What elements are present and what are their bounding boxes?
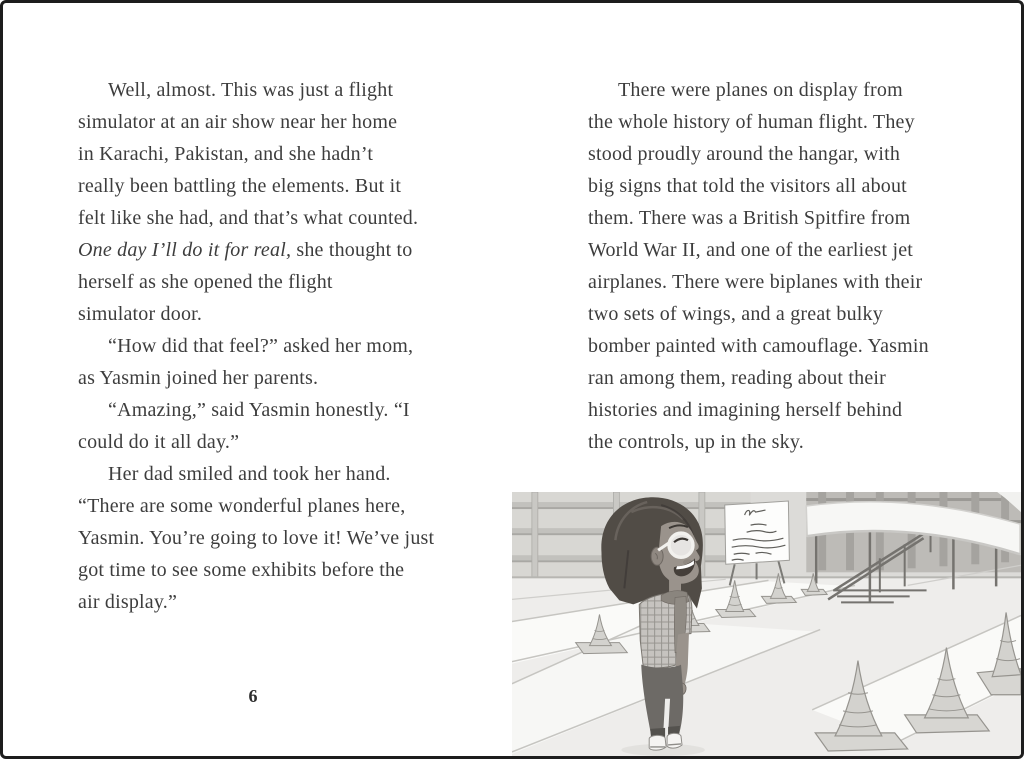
text-run: the controls, up in the sky. — [588, 431, 804, 453]
text-run: bomber painted with camouflage. Yasmin — [588, 335, 929, 357]
text-line — [78, 74, 488, 106]
text-run: got time to see some exhibits before the — [78, 559, 405, 581]
page-number: 6 — [248, 686, 258, 706]
text-run: Yasmin. You’re going to love it! We’ve just — [78, 527, 435, 549]
text-line — [588, 266, 998, 298]
text-run: as Yasmin joined her parents. — [78, 367, 319, 389]
text-line — [588, 138, 998, 170]
text-run: big signs that told the visitors all about — [588, 175, 907, 197]
text-run: World War II, and one of the earliest jet — [588, 239, 914, 261]
hangar-illustration — [512, 492, 1021, 756]
text-line — [78, 522, 488, 554]
text-line — [78, 170, 488, 202]
text-run: the whole history of human flight. They — [588, 111, 915, 133]
italic-text-run: One day I’ll do it for real, — [78, 239, 292, 261]
text-line — [78, 266, 488, 298]
text-run: she thought to — [291, 239, 413, 261]
text-line — [78, 362, 488, 394]
text-run: could do it all day.” — [78, 431, 240, 453]
text-run: simulator door. — [78, 303, 203, 325]
text-line — [588, 330, 998, 362]
text-run: simulator at an air show near her home — [78, 111, 398, 133]
text-line — [78, 458, 488, 490]
text-run: herself as she opened the flight — [78, 271, 333, 293]
text-run: “There are some wonderful planes here, — [78, 495, 406, 517]
text-line — [588, 74, 998, 106]
text-run: airplanes. There were biplanes with their — [588, 271, 923, 293]
text-line — [78, 586, 488, 618]
left-page-text — [78, 74, 488, 618]
text-run: in Karachi, Pakistan, and she hadn’t — [78, 143, 374, 165]
text-line — [78, 298, 488, 330]
text-run: ran among them, reading about their — [588, 367, 887, 389]
text-line — [588, 426, 998, 458]
text-run: There were planes on display from — [618, 79, 903, 101]
text-line — [78, 202, 488, 234]
text-line — [588, 106, 998, 138]
text-line — [588, 362, 998, 394]
text-line — [78, 490, 488, 522]
right-page-text — [588, 74, 998, 458]
text-line — [588, 202, 998, 234]
text-run: “How did that feel?” asked her mom, — [108, 335, 414, 357]
text-line — [78, 106, 488, 138]
text-line — [588, 298, 998, 330]
text-run: stood proudly around the hangar, with — [588, 143, 901, 165]
text-run: “Amazing,” said Yasmin honestly. “I — [108, 399, 410, 421]
text-run: histories and imagining herself behind — [588, 399, 903, 421]
text-run: Well, almost. This was just a flight — [108, 79, 394, 101]
text-line — [78, 554, 488, 586]
text-line — [78, 234, 488, 266]
text-line — [78, 330, 488, 362]
text-run: Her dad smiled and took her hand. — [108, 463, 391, 485]
text-line — [78, 394, 488, 426]
hangar-illustration-svg — [512, 492, 1021, 756]
text-line — [588, 234, 998, 266]
text-run: two sets of wings, and a great bulky — [588, 303, 883, 325]
text-run: them. There was a British Spitfire from — [588, 207, 911, 229]
text-line — [588, 394, 998, 426]
text-run: air display.” — [78, 591, 178, 613]
text-line — [588, 170, 998, 202]
text-run: really been battling the elements. But it — [78, 175, 402, 197]
text-line — [78, 138, 488, 170]
text-run: felt like she had, and that’s what counted. — [78, 207, 419, 229]
text-line — [78, 426, 488, 458]
